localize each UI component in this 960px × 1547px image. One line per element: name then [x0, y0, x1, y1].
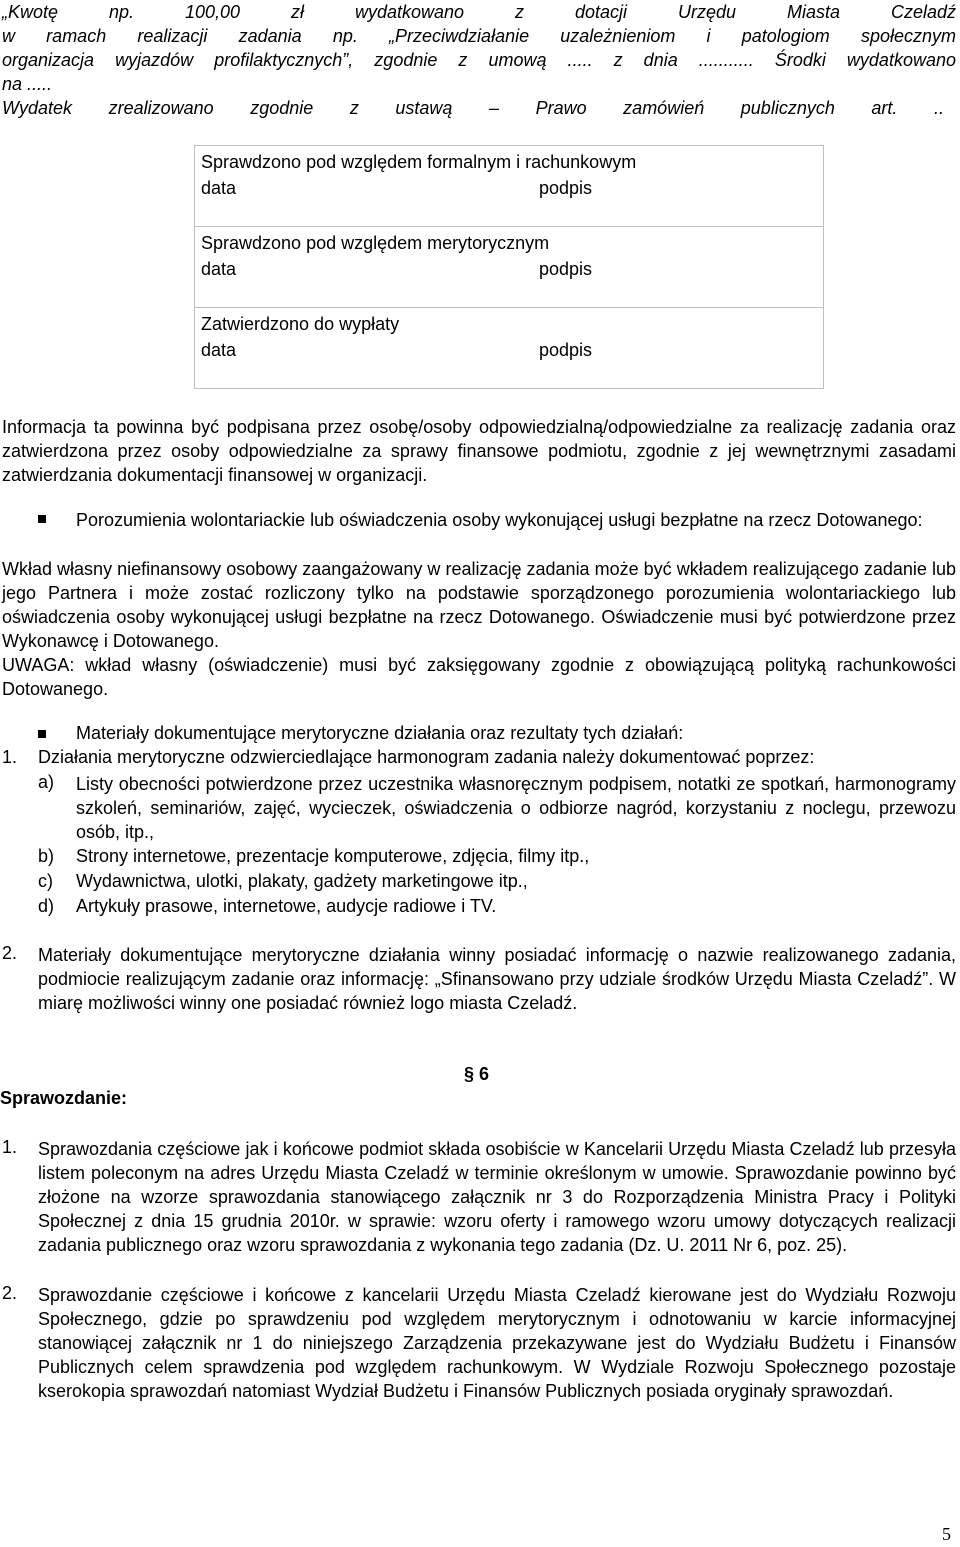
report-item-1-number: 1. [2, 1137, 18, 1157]
report-heading: Sprawozdanie: [0, 1088, 128, 1108]
volunteer-bullet: Porozumienia wolontariackie lub oświadczenia osoby wykonującej usługi bezpłatne na rzecz Dotowanego: [76, 510, 923, 530]
report-item-2: Sprawozdanie częściowe i końcowe z kancelarii Urzędu Miasta Czeladź kierowane jest do Wydziału Rozwoju Społecznego, gdzie po sprawdzeniu pod względem merytorycznym i odnotowaniu w karcie informacyjnej stanowiącej załącznik nr 1 do niniejszego Zarządzenia przekazywane jest do Wydziału Budżetu i Finansów Publicznych celem sprawdzenia pod względem rachunkowym. W Wydziale Rozwoju Społecznego pozostaje kserokopia sprawozdań natomiast Wydział Budżetu i Finansów Publicznych posiada oryginały sprawozdań. [38, 1285, 956, 1401]
approval-signature-label: podpis [539, 178, 593, 198]
materials-item-2-number: 2. [2, 943, 18, 963]
approval-box [194, 145, 824, 389]
approval-date-label: data [201, 259, 237, 279]
approval-row-formal [195, 146, 823, 227]
sub-label: c) [38, 871, 53, 891]
approval-date-label: data [201, 340, 237, 360]
materials-item-1-number: 1. [2, 747, 18, 767]
approval-row-substantive [195, 227, 823, 308]
sub-label: d) [38, 896, 55, 916]
approval-title: Zatwierdzono do wypłaty [201, 314, 400, 334]
approval-title: Sprawdzono pod względem merytorycznym [201, 233, 550, 253]
report-item-1: Sprawozdania częściowe jak i końcowe podmiot składa osobiście w Kancelarii Urzędu Miasta Czeladź lub przesyła listem poleconym na adres Urzędu Miasta Czeladź w terminie określonym w umowie. Sprawozdanie powinno być złożone na wzorze sprawozdania stanowiącego załącznik nr 3 do Rozporządzenia Ministra Pracy i Polityki Społecznej z dnia 15 grudnia 2010r. w sprawie: wzoru oferty i ramowego wzoru umowy dotyczących realizacji zadania publicznego oraz wzoru sprawozdania z wykonania tego zadania (Dz. U. 2011 Nr 6, poz. 25). [38, 1139, 956, 1255]
approval-row-payment [195, 308, 823, 389]
materials-item-2: Materiały dokumentujące merytoryczne działania winny posiadać informację o nazwie realizowanego zadania, podmiocie realizującym zadanie oraz informację: „Sfinansowano przy udziale środków Urzędu Miasta Czeladź”. W miarę możliwości winny one posiadać również logo miasta Czeladź. [38, 945, 956, 1013]
materials-item-1: Działania merytoryczne odzwierciedlające harmonogram zadania należy dokumentować poprzez: [38, 747, 815, 767]
sub-item-b: Strony internetowe, prezentacje komputerowe, zdjęcia, filmy itp., [76, 846, 590, 866]
top-line-5: Wydatek zrealizowano zgodnie z ustawą – Prawo zamówień publicznych art. .. [2, 98, 944, 118]
sub-item-a: Listy obecności potwierdzone przez uczestnika własnoręcznym podpisem, notatki ze spotkań, harmonogramy szkoleń, seminariów, zajęć, wycieczek, oświadczenia o odbiorze nagród, korzystaniu z noclegu, przewozu osób, itp., [76, 774, 956, 842]
top-line-1: „Kwotę np. 100,00 zł wydatkowano z dotacji Urzędu Miasta Czeladź [2, 2, 956, 22]
approval-date-label: data [201, 178, 237, 198]
top-line-2: w ramach realizacji zadania np. „Przeciwdziałanie uzależnieniom i patologiom społecznym [2, 26, 956, 46]
sub-item-c: Wydawnictwa, ulotki, plakaty, gadżety marketingowe itp., [76, 871, 528, 891]
sub-label: b) [38, 846, 55, 866]
volunteer-warning: UWAGA: wkład własny (oświadczenie) musi być zaksięgowany zgodnie z obowiązującą polityką rachunkowości Dotowanego. [2, 655, 956, 699]
approval-signature-label: podpis [539, 340, 593, 360]
page-number: 5 [942, 1524, 951, 1544]
top-line-3: organizacja wyjazdów profilaktycznych”, zgodnie z umową ..... z dnia ........... Środki wydatkowano [2, 50, 956, 70]
approval-signature-label: podpis [539, 259, 593, 279]
report-item-2-number: 2. [2, 1283, 18, 1303]
section-mark: § 6 [464, 1064, 490, 1084]
approval-title: Sprawdzono pod względem formalnym i rachunkowym [201, 152, 637, 172]
sub-label: a) [38, 772, 55, 792]
info-paragraph: Informacja ta powinna być podpisana przez osobę/osoby odpowiedzialną/odpowiedzialne za realizację zadania oraz zatwierdzona przez osoby odpowiedzialne za sprawy finansowe podmiotu, zgodnie z jej wewnętrznymi zasadami zatwierdzania dokumentacji finansowej w organizacji. [2, 417, 956, 485]
volunteer-body: Wkład własny niefinansowy osobowy zaangażowany w realizację zadania może być wkładem realizującego zadanie lub jego Partnera i może zostać rozliczony tylko na podstawie sporządzonego porozumienia wolontariackiego lub oświadczenia osoby wykonującej usługi bezpłatne na rzecz Dotowanego. Oświadczenie musi być potwierdzone przez Wykonawcę i Dotowanego. [2, 559, 956, 651]
bullet-square-icon [38, 730, 46, 738]
bullet-square-icon [38, 515, 46, 523]
top-line-4: na ..... [2, 74, 53, 94]
materials-bullet: Materiały dokumentujące merytoryczne działania oraz rezultaty tych działań: [76, 723, 684, 743]
sub-item-d: Artykuły prasowe, internetowe, audycje radiowe i TV. [76, 896, 497, 916]
